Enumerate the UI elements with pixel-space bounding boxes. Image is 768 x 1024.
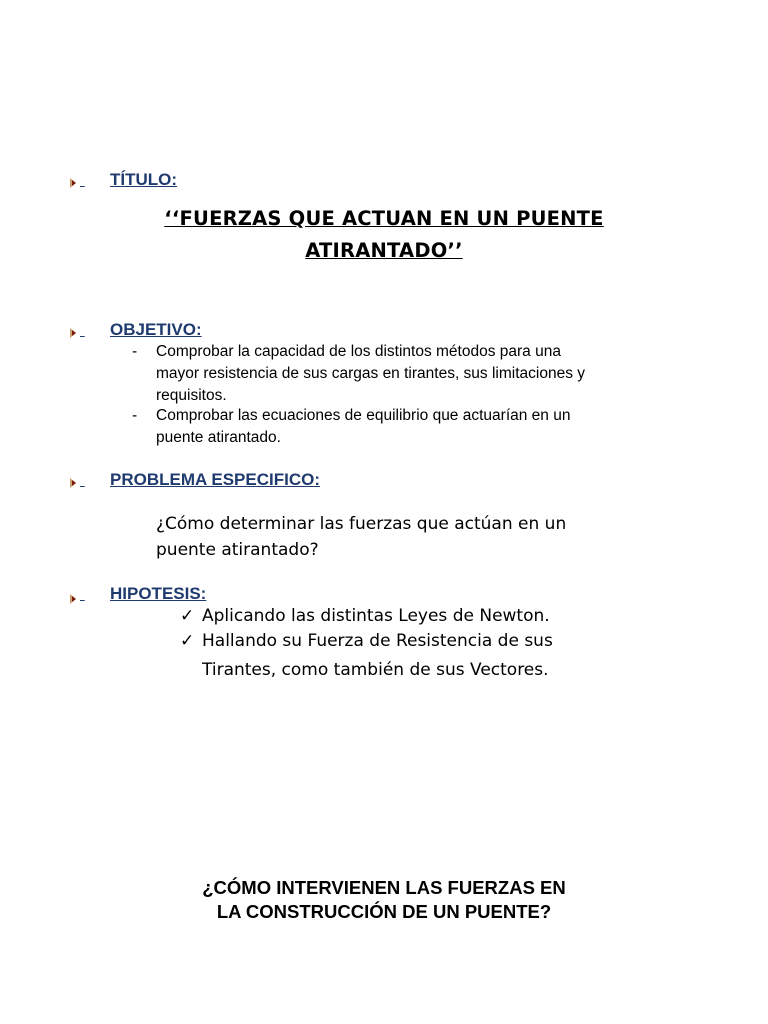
closing-question (120, 876, 648, 924)
dash-marker: - (132, 407, 138, 424)
checkmark-icon: ✓ (180, 606, 195, 626)
objective-item-1-line-3: requisitos. (156, 387, 227, 404)
dash-marker: - (132, 343, 138, 360)
checkmark-icon: ✓ (180, 631, 195, 651)
objective-item-1-line-1: Comprobar la capacidad de los distintos métodos para una (156, 343, 561, 360)
arrow-bullet-icon (69, 593, 79, 605)
objective-item-2-line-1: Comprobar las ecuaciones de equilibrio que actuarían en un (156, 407, 571, 424)
problem-question-line-1: ¿Cómo determinar las fuerzas que actúan en un (156, 514, 567, 534)
objective-item-1-line-2: mayor resistencia de sus cargas en tirantes, sus limitaciones y (156, 365, 586, 382)
hypothesis-item-1-line-1: Aplicando las distintas Leyes de Newton. (202, 606, 550, 626)
document-title (100, 203, 668, 267)
section-heading-hipotesis: HIPOTESIS: (110, 584, 207, 603)
closing-question-line-2: LA CONSTRUCCIÓN DE UN PUENTE? (216, 901, 552, 922)
section-heading-objetivo: OBJETIVO: (110, 320, 202, 339)
arrow-bullet-icon (69, 477, 79, 489)
hypothesis-item-2-line-2: Tirantes, como también de sus Vectores. (202, 660, 549, 680)
document-title-line-1: ‘‘FUERZAS QUE ACTUAN EN UN PUENTE (164, 207, 604, 230)
problem-question (156, 511, 626, 563)
arrow-bullet-icon (69, 327, 79, 339)
closing-question-line-1: ¿CÓMO INTERVIENEN LAS FUERZAS EN (202, 877, 566, 898)
problem-question-line-2: puente atirantado? (156, 540, 319, 560)
objective-item-2-line-2: puente atirantado. (156, 429, 281, 446)
section-heading-titulo: TÍTULO: (110, 170, 178, 189)
document-title-line-2: ATIRANTADO’’ (305, 239, 463, 262)
arrow-bullet-icon (69, 177, 79, 189)
section-heading-problema: PROBLEMA ESPECIFICO: (110, 470, 320, 489)
hypothesis-item-2-line-1: Hallando su Fuerza de Resistencia de sus (202, 631, 553, 651)
